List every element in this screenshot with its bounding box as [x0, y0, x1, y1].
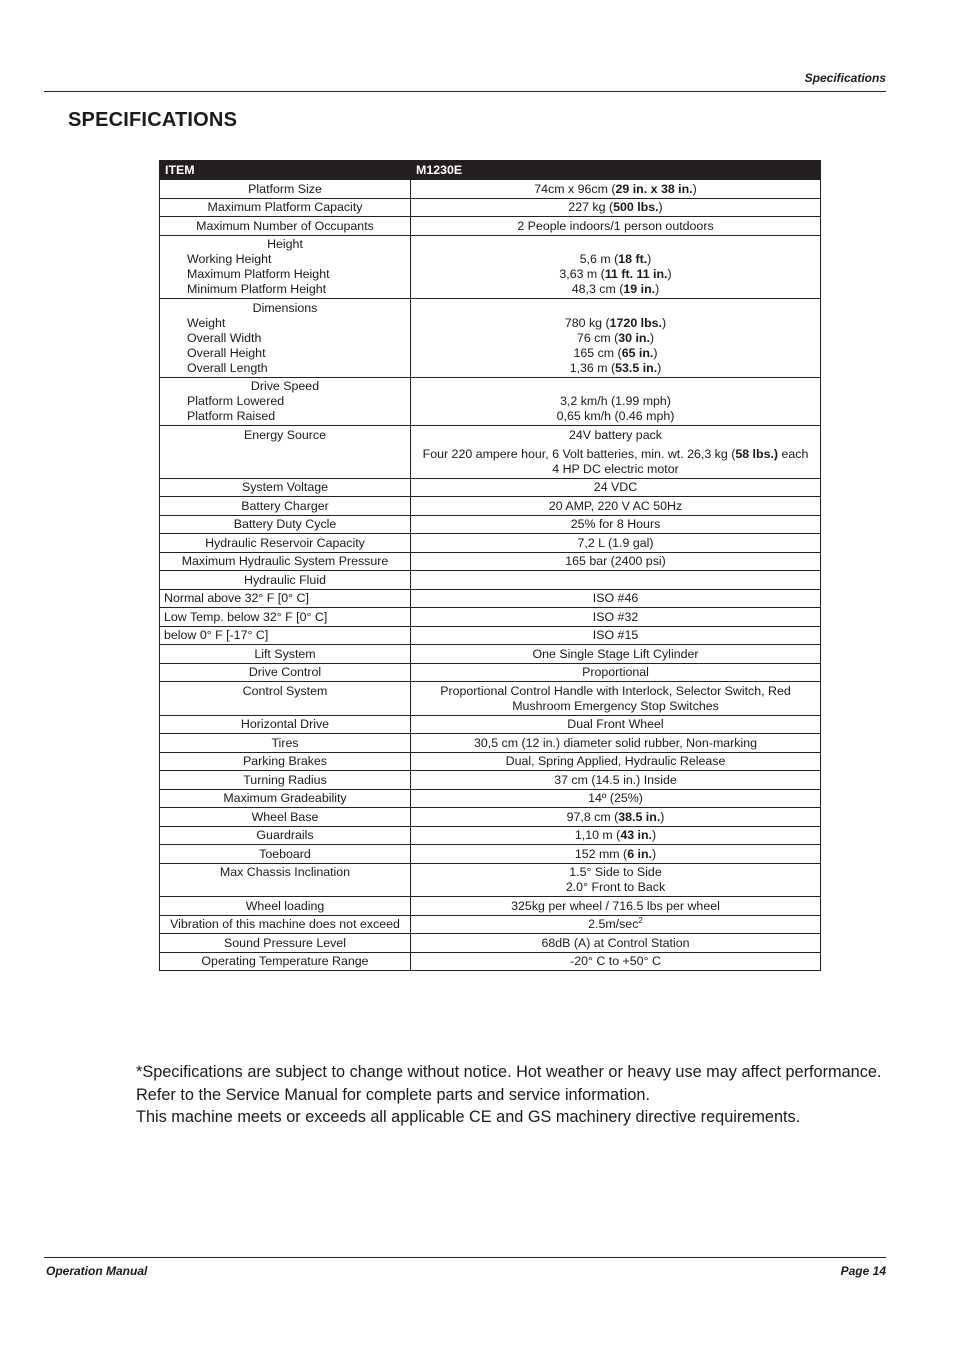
row-label: Max Chassis Inclination [160, 863, 411, 897]
row-value: 165 bar (2400 psi) [411, 552, 821, 571]
row-value: 1.5° Side to Side 2.0° Front to Back [411, 863, 821, 897]
table-row [160, 826, 821, 845]
row-value: 7,2 L (1.9 gal) [411, 534, 821, 553]
row-label: Hydraulic Reservoir Capacity [160, 534, 411, 553]
table-header-row [160, 161, 821, 180]
table-row-height-group [160, 235, 821, 299]
footer-manual-title: Operation Manual [46, 1264, 148, 1278]
table-row [160, 663, 821, 682]
row-label: Turning Radius [160, 771, 411, 790]
column-header-item: ITEM [160, 161, 411, 180]
row-value: 780 kg (1720 lbs.) 76 cm (30 in.) 165 cm (65 in.) 1,36 m (53.5 in.) [411, 299, 821, 378]
note-line: This machine meets or exceeds all applicable CE and GS machinery directive requirements. [136, 1108, 801, 1126]
row-value: Proportional [411, 663, 821, 682]
row-label: Tires [160, 734, 411, 753]
row-label: Maximum Hydraulic System Pressure [160, 552, 411, 571]
row-value: 30,5 cm (12 in.) diameter solid rubber, Non-marking [411, 734, 821, 753]
table-row [160, 180, 821, 199]
row-value: 1,10 m (43 in.) [411, 826, 821, 845]
row-label: Drive Speed Platform Lowered Platform Raised [160, 377, 411, 426]
table-row [160, 934, 821, 953]
table-row [160, 552, 821, 571]
table-row [160, 789, 821, 808]
row-value: 24 VDC [411, 478, 821, 497]
row-value [411, 571, 821, 590]
row-label: Toeboard [160, 845, 411, 864]
row-label: Low Temp. below 32° F [0° C] [160, 608, 411, 627]
row-label: Control System [160, 682, 411, 716]
footer-rule [44, 1257, 886, 1258]
table-row-energy-source [160, 426, 821, 479]
row-label: Maximum Platform Capacity [160, 198, 411, 217]
table-row [160, 915, 821, 934]
table-row [160, 897, 821, 916]
table-row [160, 752, 821, 771]
row-value: 2 People indoors/1 person outdoors [411, 217, 821, 236]
row-label: Platform Size [160, 180, 411, 199]
row-value: 74cm x 96cm (29 in. x 38 in.) [411, 180, 821, 199]
row-value: 24V battery pack Four 220 ampere hour, 6 Volt batteries, min. wt. 26,3 kg (58 lbs.) each 4 HP DC electric motor [411, 426, 821, 479]
row-label: Guardrails [160, 826, 411, 845]
table-row [160, 497, 821, 516]
row-value: 3,2 km/h (1.99 mph) 0,65 km/h (0.46 mph) [411, 377, 821, 426]
row-label: Horizontal Drive [160, 715, 411, 734]
row-label: Hydraulic Fluid [160, 571, 411, 590]
row-label: Vibration of this machine does not exceed [160, 915, 411, 934]
table-row [160, 478, 821, 497]
footer-page-number: Page 14 [840, 1264, 886, 1278]
table-row [160, 952, 821, 971]
row-value: ISO #15 [411, 626, 821, 645]
row-label: Battery Duty Cycle [160, 515, 411, 534]
table-row [160, 626, 821, 645]
table-row [160, 515, 821, 534]
table-row-drive-speed-group [160, 377, 821, 426]
table-row [160, 534, 821, 553]
column-header-model: M1230E [411, 161, 821, 180]
row-value: 227 kg (500 lbs.) [411, 198, 821, 217]
specifications-table [159, 160, 821, 971]
row-label: Height Working Height Maximum Platform Height Minimum Platform Height [160, 235, 411, 299]
row-value: 325kg per wheel / 716.5 lbs per wheel [411, 897, 821, 916]
row-value: 68dB (A) at Control Station [411, 934, 821, 953]
row-value: 152 mm (6 in.) [411, 845, 821, 864]
table-row [160, 608, 821, 627]
table-row [160, 845, 821, 864]
header-section-title: Specifications [804, 71, 886, 85]
row-label: Normal above 32° F [0° C] [160, 589, 411, 608]
row-value: 37 cm (14.5 in.) Inside [411, 771, 821, 790]
specification-notes [136, 1061, 881, 1129]
row-label: Parking Brakes [160, 752, 411, 771]
table-row [160, 198, 821, 217]
row-value: One Single Stage Lift Cylinder [411, 645, 821, 664]
table-row [160, 771, 821, 790]
row-value: ISO #32 [411, 608, 821, 627]
row-label: Operating Temperature Range [160, 952, 411, 971]
row-value: ISO #46 [411, 589, 821, 608]
table-row [160, 734, 821, 753]
table-row [160, 682, 821, 716]
table-row [160, 808, 821, 827]
row-label: Energy Source [160, 426, 411, 479]
note-line: *Specifications are subject to change without notice. Hot weather or heavy use may affect performance. [136, 1063, 882, 1081]
table-row [160, 571, 821, 590]
row-label: Sound Pressure Level [160, 934, 411, 953]
row-label: Wheel Base [160, 808, 411, 827]
row-value: 5,6 m (18 ft.) 3,63 m (11 ft. 11 in.) 48,3 cm (19 in.) [411, 235, 821, 299]
row-value: Proportional Control Handle with Interlock, Selector Switch, Red Mushroom Emergency Stop Switches [411, 682, 821, 716]
header-rule [44, 91, 886, 92]
row-label: Wheel loading [160, 897, 411, 916]
table-row [160, 645, 821, 664]
row-label: Lift System [160, 645, 411, 664]
row-value: $2.5m/\sec^2$ [411, 915, 821, 934]
row-value: 14º (25%) [411, 789, 821, 808]
table-row [160, 715, 821, 734]
row-label: Drive Control [160, 663, 411, 682]
row-label: Battery Charger [160, 497, 411, 516]
table-row [160, 217, 821, 236]
row-label: System Voltage [160, 478, 411, 497]
table-row-dimensions-group [160, 299, 821, 378]
row-value: 97,8 cm (38.5 in.) [411, 808, 821, 827]
row-label: Maximum Gradeability [160, 789, 411, 808]
row-label: Dimensions Weight Overall Width Overall Height Overall Length [160, 299, 411, 378]
row-value: -20° C to +50° C [411, 952, 821, 971]
row-label: Maximum Number of Occupants [160, 217, 411, 236]
note-line: Refer to the Service Manual for complete parts and service information. [136, 1085, 651, 1104]
row-value: 25% for 8 Hours [411, 515, 821, 534]
page-title: SPECIFICATIONS [68, 109, 238, 131]
row-value: Dual Front Wheel [411, 715, 821, 734]
row-value: 20 AMP, 220 V AC 50Hz [411, 497, 821, 516]
row-label: below 0° F [-17° C] [160, 626, 411, 645]
table-row [160, 589, 821, 608]
table-row [160, 863, 821, 897]
row-value: Dual, Spring Applied, Hydraulic Release [411, 752, 821, 771]
